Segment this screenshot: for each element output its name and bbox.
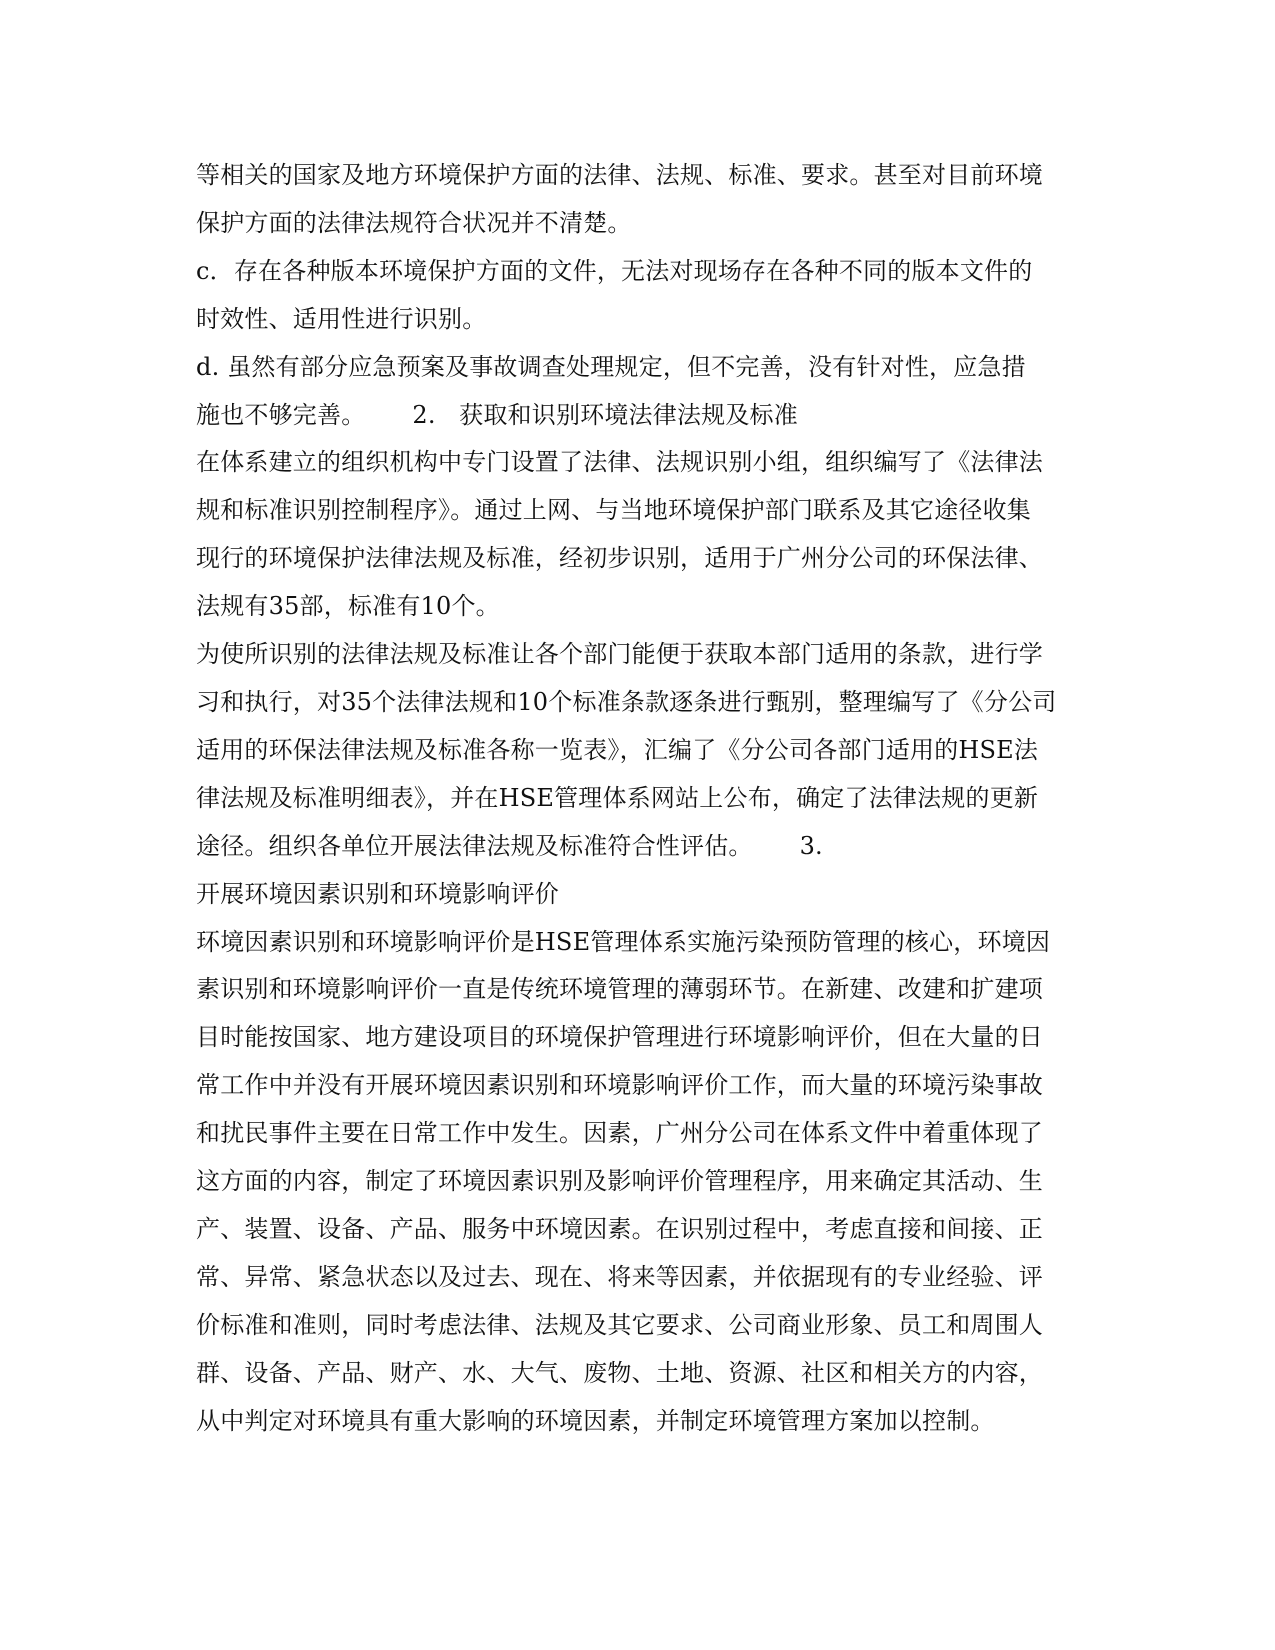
text-line: 保护方面的法律法规符合状况并不清楚。	[196, 208, 632, 237]
text-line: 常工作中并没有开展环境因素识别和环境影响评价工作，而大量的环境污染事故	[196, 1071, 1043, 1100]
text-line: 时效性、适用性进行识别。	[196, 304, 487, 333]
text-line: 这方面的内容，制定了环境因素识别及影响评价管理程序，用来确定其活动、生	[196, 1167, 1043, 1196]
text-line: 律法规及标准明细表》，并在HSE管理体系网站上公布，确定了法律法规的更新	[196, 783, 1039, 812]
text-line: 和扰民事件主要在日常工作中发生。因素，广州分公司在体系文件中着重体现了	[196, 1119, 1043, 1148]
text-line: 途径。组织各单位开展法律法规及标准符合性评估。 3.	[196, 831, 823, 860]
text-line: 从中判定对环境具有重大影响的环境因素，并制定环境管理方案加以控制。	[196, 1406, 995, 1435]
text-line: 为使所识别的法律法规及标准让各个部门能便于获取本部门适用的条款，进行学	[196, 640, 1043, 669]
text-line: 法规有35部，标准有10个。	[196, 592, 500, 621]
text-line: 环境因素识别和环境影响评价是HSE管理体系实施污染预防管理的核心，环境因	[196, 927, 1051, 956]
text-line: 群、设备、产品、财产、水、大气、废物、土地、资源、社区和相关方的内容，	[196, 1358, 1043, 1387]
text-line: 施也不够完善。 2. 获取和识别环境法律法规及标准	[196, 400, 798, 429]
text-line: 规和标准识别控制程序》。通过上网、与当地环境保护部门联系及其它途径收集	[196, 496, 1031, 525]
text-line: 价标准和准则，同时考虑法律、法规及其它要求、公司商业形象、员工和周围人	[196, 1310, 1043, 1339]
text-line: 常、异常、紧急状态以及过去、现在、将来等因素，并依据现有的专业经验、评	[196, 1262, 1043, 1291]
text-line: d. 虽然有部分应急预案及事故调查处理规定，但不完善，没有针对性，应急措	[196, 352, 1026, 381]
text-line: 产、装置、设备、产品、服务中环境因素。在识别过程中，考虑直接和间接、正	[196, 1214, 1043, 1243]
text-line: 适用的环保法律法规及标准各称一览表》，汇编了《分公司各部门适用的HSE法	[196, 735, 1039, 764]
text-line: c．存在各种版本环境保护方面的文件，无法对现场存在各种不同的版本文件的	[196, 256, 1033, 285]
text-line: 等相关的国家及地方环境保护方面的法律、法规、标准、要求。甚至对目前环境	[196, 161, 1043, 189]
text-line: 现行的环境保护法律法规及标准，经初步识别，适用于广州分公司的环保法律、	[196, 544, 1043, 573]
text-line: 素识别和环境影响评价一直是传统环境管理的薄弱环节。在新建、改建和扩建项	[196, 975, 1043, 1004]
text-line: 习和执行，对35个法律法规和10个标准条款逐条进行甄别，整理编写了《分公司	[196, 687, 1057, 716]
text-line: 目时能按国家、地方建设项目的环境保护管理进行环境影响评价，但在大量的日	[196, 1023, 1043, 1052]
document-body	[196, 152, 1076, 1445]
text-line: 开展环境因素识别和环境影响评价	[196, 879, 559, 908]
text-line: 在体系建立的组织机构中专门设置了法律、法规识别小组，组织编写了《法律法	[196, 448, 1043, 477]
